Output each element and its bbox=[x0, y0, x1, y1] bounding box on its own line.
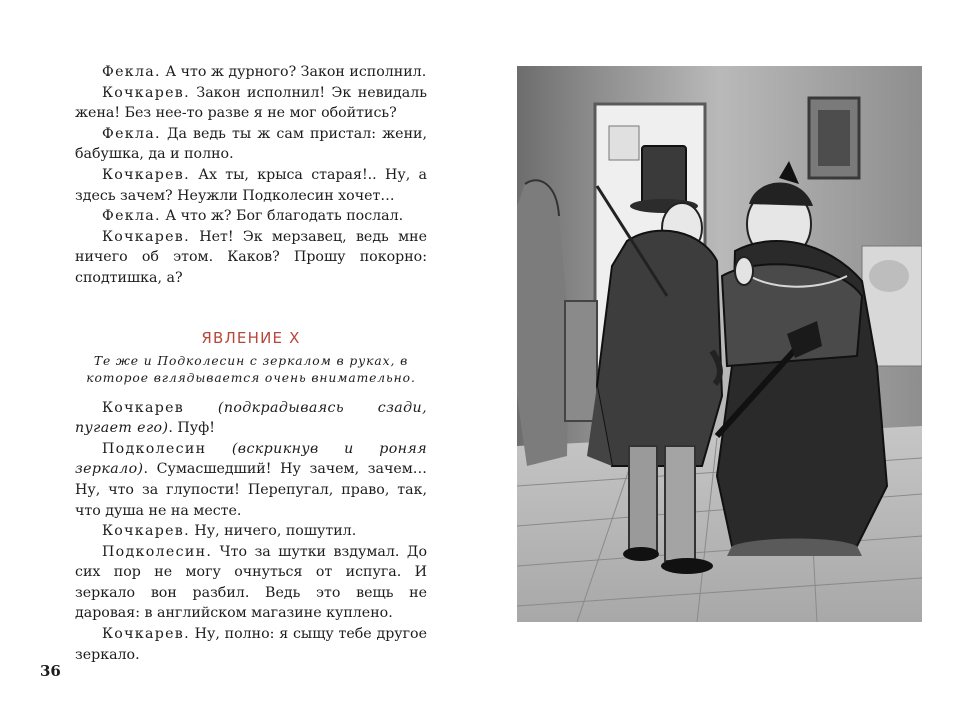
speaker-name: Кочкарев. bbox=[102, 228, 190, 245]
dialogue-line bbox=[75, 439, 427, 521]
line-text: Ах ты, крыса старая!.. Ну, а здесь зачем? Неужли Подколесин хочет… bbox=[75, 166, 427, 204]
line-text: Да ведь ты ж сам пристал: жени, бабушка, да и полно. bbox=[75, 125, 427, 163]
speaker-name: Подколесин. bbox=[102, 543, 213, 560]
speaker-name: Кочкарев. bbox=[102, 523, 190, 540]
dialogue-line bbox=[75, 227, 427, 289]
page-number: 36 bbox=[40, 662, 61, 680]
stage-direction: (подкрадываясь сзади, пугает его) bbox=[75, 399, 427, 437]
speaker-name: Кочкарев bbox=[102, 399, 185, 416]
left-page-text bbox=[75, 62, 427, 665]
illustration bbox=[517, 66, 922, 622]
dialogue-line bbox=[75, 398, 427, 439]
scene-heading: ЯВЛЕНИЕ X bbox=[201, 328, 301, 347]
speaker-name: Подколесин bbox=[102, 440, 207, 457]
dialogue-line bbox=[75, 124, 427, 165]
line-text: Нет! Эк мерзавец, ведь мне ничего об этом. Каков? Прошу покорно: сподтишка, а? bbox=[75, 228, 427, 286]
line-text: Что за шутки вздумал. До сих пор не могу очнуться от испуга. И зеркало вон разбил. Ведь это вещь не даровая: в английском магазине куплено. bbox=[75, 543, 427, 622]
dialogue-line bbox=[75, 165, 427, 206]
dialogue-line bbox=[75, 83, 427, 124]
line-text: Закон исполнил! Эк невидаль жена! Без нее-то разве я не мог обойтись? bbox=[75, 84, 427, 122]
dialogue-line bbox=[75, 62, 427, 83]
dialogue-line bbox=[75, 542, 427, 624]
line-text: А что ж? Бог благодать послал. bbox=[160, 208, 404, 225]
line-text: Ну, полно: я сыщу тебе другое зеркало. bbox=[75, 626, 427, 663]
line-text: . Пуф! bbox=[168, 420, 215, 437]
stage-direction: (вскрикнув и роняя зеркало) bbox=[75, 440, 427, 478]
dialogue-line bbox=[75, 624, 427, 665]
speaker-name: Фекла. bbox=[102, 125, 161, 142]
dialogue-line bbox=[75, 521, 427, 542]
speaker-name: Фекла. bbox=[102, 64, 161, 80]
line-text: Ну, ничего, пошутил. bbox=[189, 523, 357, 540]
line-text: А что ж дурного? Закон исполнил. bbox=[160, 64, 427, 80]
speaker-name: Кочкарев. bbox=[102, 626, 190, 643]
illustration-drawing bbox=[517, 66, 922, 622]
speaker-name: Кочкарев. bbox=[102, 84, 190, 101]
speaker-name: Фекла. bbox=[102, 208, 161, 225]
line-text: . Сумасшедший! Ну зачем, зачем… Ну, что за глупости! Перепугал, право, так, что душа не на месте. bbox=[75, 461, 427, 519]
dialogue-line bbox=[75, 206, 427, 227]
scene-remark: Те же и Подколесин с зеркалом в руках, в которое вглядывается очень внимательно. bbox=[86, 353, 416, 386]
speaker-name: Кочкарев. bbox=[102, 166, 190, 183]
